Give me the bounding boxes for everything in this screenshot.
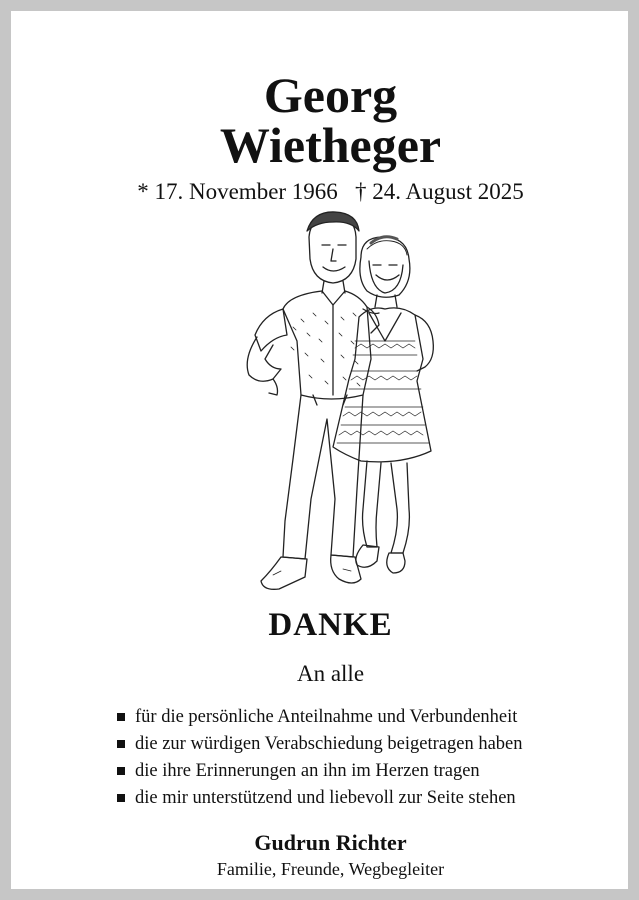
list-item: [114, 730, 523, 757]
signature-subline: Familie, Freunde, Wegbegleiter: [216, 859, 445, 879]
list-item-text: die mir unterstützend und liebevoll zur Seite stehen: [135, 787, 516, 808]
square-bullet-icon: [117, 767, 125, 775]
square-bullet-icon: [117, 740, 125, 748]
square-bullet-icon: [117, 713, 125, 721]
signature-name: Gudrun Richter: [254, 830, 407, 855]
list-item-text: die ihre Erinnerungen an ihn im Herzen tragen: [135, 760, 480, 781]
list-item: [114, 757, 523, 784]
thanks-heading: DANKE: [268, 607, 393, 643]
square-bullet-icon: [117, 794, 125, 802]
list-item: [114, 703, 523, 730]
deceased-first-name: Georg: [263, 67, 398, 123]
list-item: [114, 784, 523, 811]
thanks-list: [114, 703, 523, 811]
to-all-line: An alle: [296, 661, 365, 686]
woman-figure: [333, 237, 433, 573]
list-item-text: für die persönliche Anteilnahme und Verbundenheit: [135, 706, 518, 727]
life-dates: * 17. November 1966 † 24. August 2025: [137, 179, 524, 204]
deceased-last-name: Wietheger: [219, 117, 442, 173]
couple-drawing-icon: [221, 209, 451, 601]
list-item-text: die zur würdigen Verabschiedung beigetragen haben: [135, 733, 523, 754]
